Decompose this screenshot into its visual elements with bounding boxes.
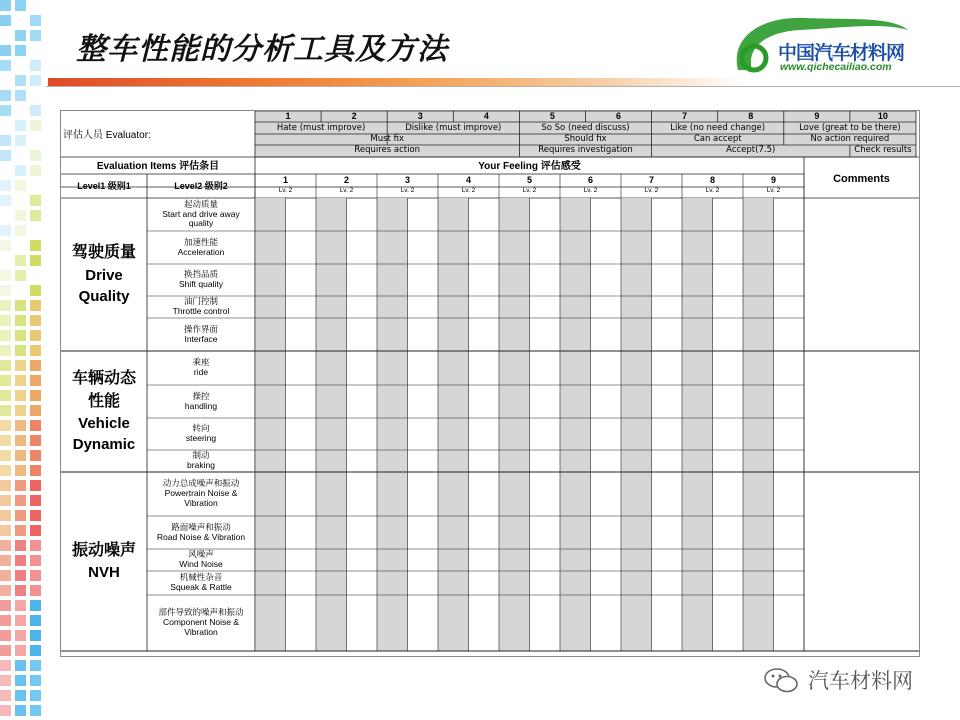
column-level-label: Lv. 2 (461, 187, 476, 194)
level2-item (147, 549, 255, 571)
deco-square (30, 285, 41, 296)
deco-square (15, 495, 26, 506)
deco-square (15, 165, 26, 176)
deco-square (30, 30, 41, 41)
level2-cn: 操作界面 (183, 323, 218, 334)
deco-square (0, 615, 11, 626)
deco-square (0, 525, 11, 536)
column-level-label: Lv. 2 (522, 187, 537, 194)
action-label: Requires action (354, 145, 421, 155)
deco-square (15, 690, 26, 701)
level2-en: Component Noise & Vibration (162, 617, 240, 637)
deco-square (30, 15, 41, 26)
deco-square (15, 90, 26, 101)
level2-item (147, 318, 255, 351)
deco-square (0, 585, 11, 596)
deco-square (0, 450, 11, 461)
deco-square (15, 345, 26, 356)
deco-square (30, 675, 41, 686)
comments-header: Comments (833, 173, 890, 185)
deco-square (0, 570, 11, 581)
deco-square (15, 375, 26, 386)
logo-name: 中国汽车材料网 (778, 42, 905, 64)
deco-square (0, 360, 11, 371)
level1-group-label (61, 472, 147, 651)
deco-square (0, 345, 11, 356)
deco-square (15, 135, 26, 146)
deco-square (15, 180, 26, 191)
level1-group-label (61, 351, 147, 472)
deco-square (30, 375, 41, 386)
judgement-label: No action required (810, 134, 890, 144)
deco-square (0, 60, 11, 71)
judgement-label: Can accept (693, 134, 742, 144)
deco-square (15, 315, 26, 326)
action-label: Requires investigation (538, 145, 633, 155)
deco-square (0, 600, 11, 611)
level2-en: braking (187, 460, 215, 470)
deco-square (30, 615, 41, 626)
page-title: 整车性能的分析工具及方法 (76, 32, 448, 67)
deco-square (0, 105, 11, 116)
level2-cn: 路面噪声和振动 (171, 521, 231, 532)
site-logo (730, 8, 930, 80)
feeling-label: Hate (must improve) (276, 123, 366, 133)
deco-square (0, 705, 11, 716)
deco-square (0, 45, 11, 56)
deco-square (0, 285, 11, 296)
deco-square (0, 390, 11, 401)
evaluation-sheet (60, 110, 920, 657)
deco-square (15, 615, 26, 626)
deco-square (15, 675, 26, 686)
scale-number: 10 (877, 111, 888, 121)
deco-square (15, 360, 26, 371)
deco-square (30, 450, 41, 461)
deco-square (0, 135, 11, 146)
deco-square (0, 495, 11, 506)
deco-square (30, 195, 41, 206)
level2-cn: 操控 (192, 390, 210, 401)
deco-square (30, 105, 41, 116)
deco-square (30, 570, 41, 581)
deco-square (15, 210, 26, 221)
column-level-label: Lv. 2 (339, 187, 354, 194)
deco-square (0, 270, 11, 281)
deco-square (30, 255, 41, 266)
watermark-text: 汽车材料网 (808, 670, 913, 693)
deco-square (30, 60, 41, 71)
deco-square (15, 270, 26, 281)
level2-cn: 加速性能 (183, 236, 218, 247)
feeling-label: So So (need discuss) (541, 123, 630, 133)
deco-square (0, 510, 11, 521)
deco-square (0, 180, 11, 191)
level2-cn: 油门控制 (183, 296, 218, 307)
deco-square (15, 30, 26, 41)
deco-square (15, 420, 26, 431)
scale-number: 1 (285, 111, 291, 121)
deco-square (0, 330, 11, 341)
deco-square (15, 45, 26, 56)
deco-square (30, 660, 41, 671)
deco-square (30, 210, 41, 221)
evaluator-label: 评估人员 Evaluator: (63, 130, 151, 141)
deco-square (15, 465, 26, 476)
level2-en: Squeak & Rattle (170, 582, 232, 592)
column-level-label: Lv. 2 (278, 187, 293, 194)
decorative-side-stripe (0, 0, 46, 720)
deco-square (0, 0, 11, 11)
deco-square (30, 540, 41, 551)
deco-square (30, 435, 41, 446)
level1-cn: 驾驶质量 (71, 244, 136, 262)
deco-square (30, 360, 41, 371)
deco-square (0, 225, 11, 236)
deco-square (15, 120, 26, 131)
level2-en: ride (193, 367, 209, 377)
level2-cn: 部件导致的噪声和振动 (158, 607, 244, 618)
level2-item (147, 472, 255, 516)
scale-number: 2 (351, 111, 357, 121)
level2-cn: 起动质量 (183, 198, 218, 209)
column-number: 7 (648, 175, 654, 185)
level2-en: Start and drive away quality (162, 208, 240, 229)
judgement-label: Must fix (370, 134, 404, 144)
deco-square (30, 510, 41, 521)
deco-square (15, 585, 26, 596)
level2-item (147, 351, 255, 385)
column-number: 3 (404, 175, 410, 185)
scale-number: 6 (616, 111, 622, 121)
deco-square (0, 465, 11, 476)
deco-square (30, 630, 41, 641)
deco-square (15, 600, 26, 611)
logo-url: www.qichecailiao.com (780, 61, 892, 73)
column-level-label: Lv. 2 (766, 187, 781, 194)
level2-cn: 制动 (192, 450, 210, 461)
wechat-icon (762, 665, 802, 695)
level2-item (147, 418, 255, 450)
judgement-label: Should fix (564, 134, 607, 144)
deco-square (15, 435, 26, 446)
deco-square (0, 675, 11, 686)
deco-square (0, 480, 11, 491)
level1-en: Vehicle Dynamic (72, 414, 136, 453)
deco-square (15, 300, 26, 311)
feeling-label: Love (great to be there) (799, 123, 901, 133)
deco-square (30, 75, 41, 86)
deco-square (15, 525, 26, 536)
scale-number: 8 (748, 111, 754, 121)
deco-square (30, 480, 41, 491)
deco-square (30, 345, 41, 356)
deco-square (15, 705, 26, 716)
deco-square (30, 600, 41, 611)
level1-en: NVH (88, 564, 120, 582)
deco-square (0, 405, 11, 416)
scale-number: 5 (549, 111, 555, 121)
deco-square (0, 300, 11, 311)
level2-item (147, 231, 255, 264)
scale-number: 4 (483, 111, 489, 121)
deco-square (15, 450, 26, 461)
deco-square (0, 90, 11, 101)
level2-en: Throttle control (172, 306, 230, 316)
deco-square (30, 240, 41, 251)
level2-en: Wind Noise (179, 559, 223, 569)
level2-item (147, 296, 255, 318)
deco-square (0, 195, 11, 206)
deco-square (0, 690, 11, 701)
deco-square (0, 240, 11, 251)
deco-square (0, 540, 11, 551)
level2-item (147, 595, 255, 651)
column-level-label: Lv. 2 (705, 187, 720, 194)
deco-square (30, 525, 41, 536)
level2-cn: 动力总成噪声和振动 (162, 478, 240, 489)
action-label: Accept(7.5) (726, 145, 776, 155)
deco-square (15, 330, 26, 341)
deco-square (15, 225, 26, 236)
level2-en: handling (184, 400, 218, 411)
level2-cn: 转向 (192, 423, 210, 434)
level2-en: Shift quality (179, 279, 223, 289)
deco-square (15, 630, 26, 641)
scale-number: 3 (417, 111, 423, 121)
level2-item (147, 385, 255, 418)
column-number: 8 (709, 175, 715, 185)
deco-square (0, 150, 11, 161)
level1-group-label (61, 198, 147, 351)
column-number: 6 (587, 175, 593, 185)
deco-square (0, 630, 11, 641)
scale-number: 7 (682, 111, 688, 121)
level1-en: Drive Quality (78, 266, 130, 305)
scale-number: 9 (814, 111, 820, 121)
feeling-label: Dislike (must improve) (405, 123, 502, 133)
deco-square (30, 405, 41, 416)
header-divider (46, 86, 960, 87)
deco-square (0, 420, 11, 431)
watermark (762, 663, 942, 693)
deco-square (15, 570, 26, 581)
deco-square (30, 645, 41, 656)
deco-square (0, 645, 11, 656)
level2-item (147, 516, 255, 549)
column-level-label: Lv. 2 (583, 187, 598, 194)
level2-cn: 换挡品质 (183, 269, 218, 280)
level2-item (147, 450, 255, 472)
deco-square (15, 540, 26, 551)
deco-square (30, 690, 41, 701)
level1-cn: 振动噪声 (71, 541, 136, 559)
column-number: 5 (526, 175, 532, 185)
feeling-label: Like (no need change) (670, 123, 766, 133)
deco-square (30, 465, 41, 476)
deco-square (15, 645, 26, 656)
level2-cn: 机械性杂音 (179, 572, 223, 583)
deco-square (15, 555, 26, 566)
deco-square (30, 330, 41, 341)
column-number: 9 (770, 175, 776, 185)
deco-square (0, 315, 11, 326)
deco-square (30, 315, 41, 326)
level1-header: Level1 级别1 (77, 181, 131, 191)
deco-square (30, 120, 41, 131)
column-number: 1 (282, 175, 288, 185)
column-number: 4 (465, 175, 471, 185)
deco-square (0, 375, 11, 386)
column-level-label: Lv. 2 (400, 187, 415, 194)
deco-square (15, 510, 26, 521)
deco-square (30, 585, 41, 596)
level2-cn: 乘座 (192, 357, 210, 368)
deco-square (0, 435, 11, 446)
level2-en: Road Noise & Vibration (156, 531, 246, 542)
action-label: Check results (854, 145, 912, 155)
header-accent-bar (48, 78, 748, 86)
deco-square (15, 0, 26, 11)
level2-en: Acceleration (177, 246, 225, 257)
eval-items-header: Evaluation Items 评估条目 (96, 161, 220, 172)
deco-square (15, 405, 26, 416)
level2-cn: 风噪声 (188, 549, 214, 560)
deco-square (30, 555, 41, 566)
deco-square (0, 660, 11, 671)
deco-square (30, 165, 41, 176)
deco-square (15, 480, 26, 491)
your-feeling-header: Your Feeling 评估感受 (478, 161, 581, 172)
deco-square (30, 495, 41, 506)
deco-square (30, 390, 41, 401)
column-number: 2 (343, 175, 349, 185)
level1-cn: 车辆动态性能 (71, 370, 136, 410)
deco-square (0, 15, 11, 26)
deco-square (15, 75, 26, 86)
deco-square (30, 420, 41, 431)
column-level-label: Lv. 2 (644, 187, 659, 194)
level2-item (147, 264, 255, 296)
level2-item (147, 198, 255, 231)
deco-square (15, 390, 26, 401)
deco-square (30, 150, 41, 161)
deco-square (15, 255, 26, 266)
deco-square (0, 555, 11, 566)
level2-item (147, 571, 255, 595)
level2-en: Powertrain Noise & Vibration (164, 488, 238, 508)
level2-header: Level2 级别2 (174, 181, 228, 191)
deco-square (30, 705, 41, 716)
deco-square (30, 300, 41, 311)
level2-en: Interface (184, 333, 218, 344)
level2-en: steering (185, 433, 217, 443)
deco-square (15, 660, 26, 671)
